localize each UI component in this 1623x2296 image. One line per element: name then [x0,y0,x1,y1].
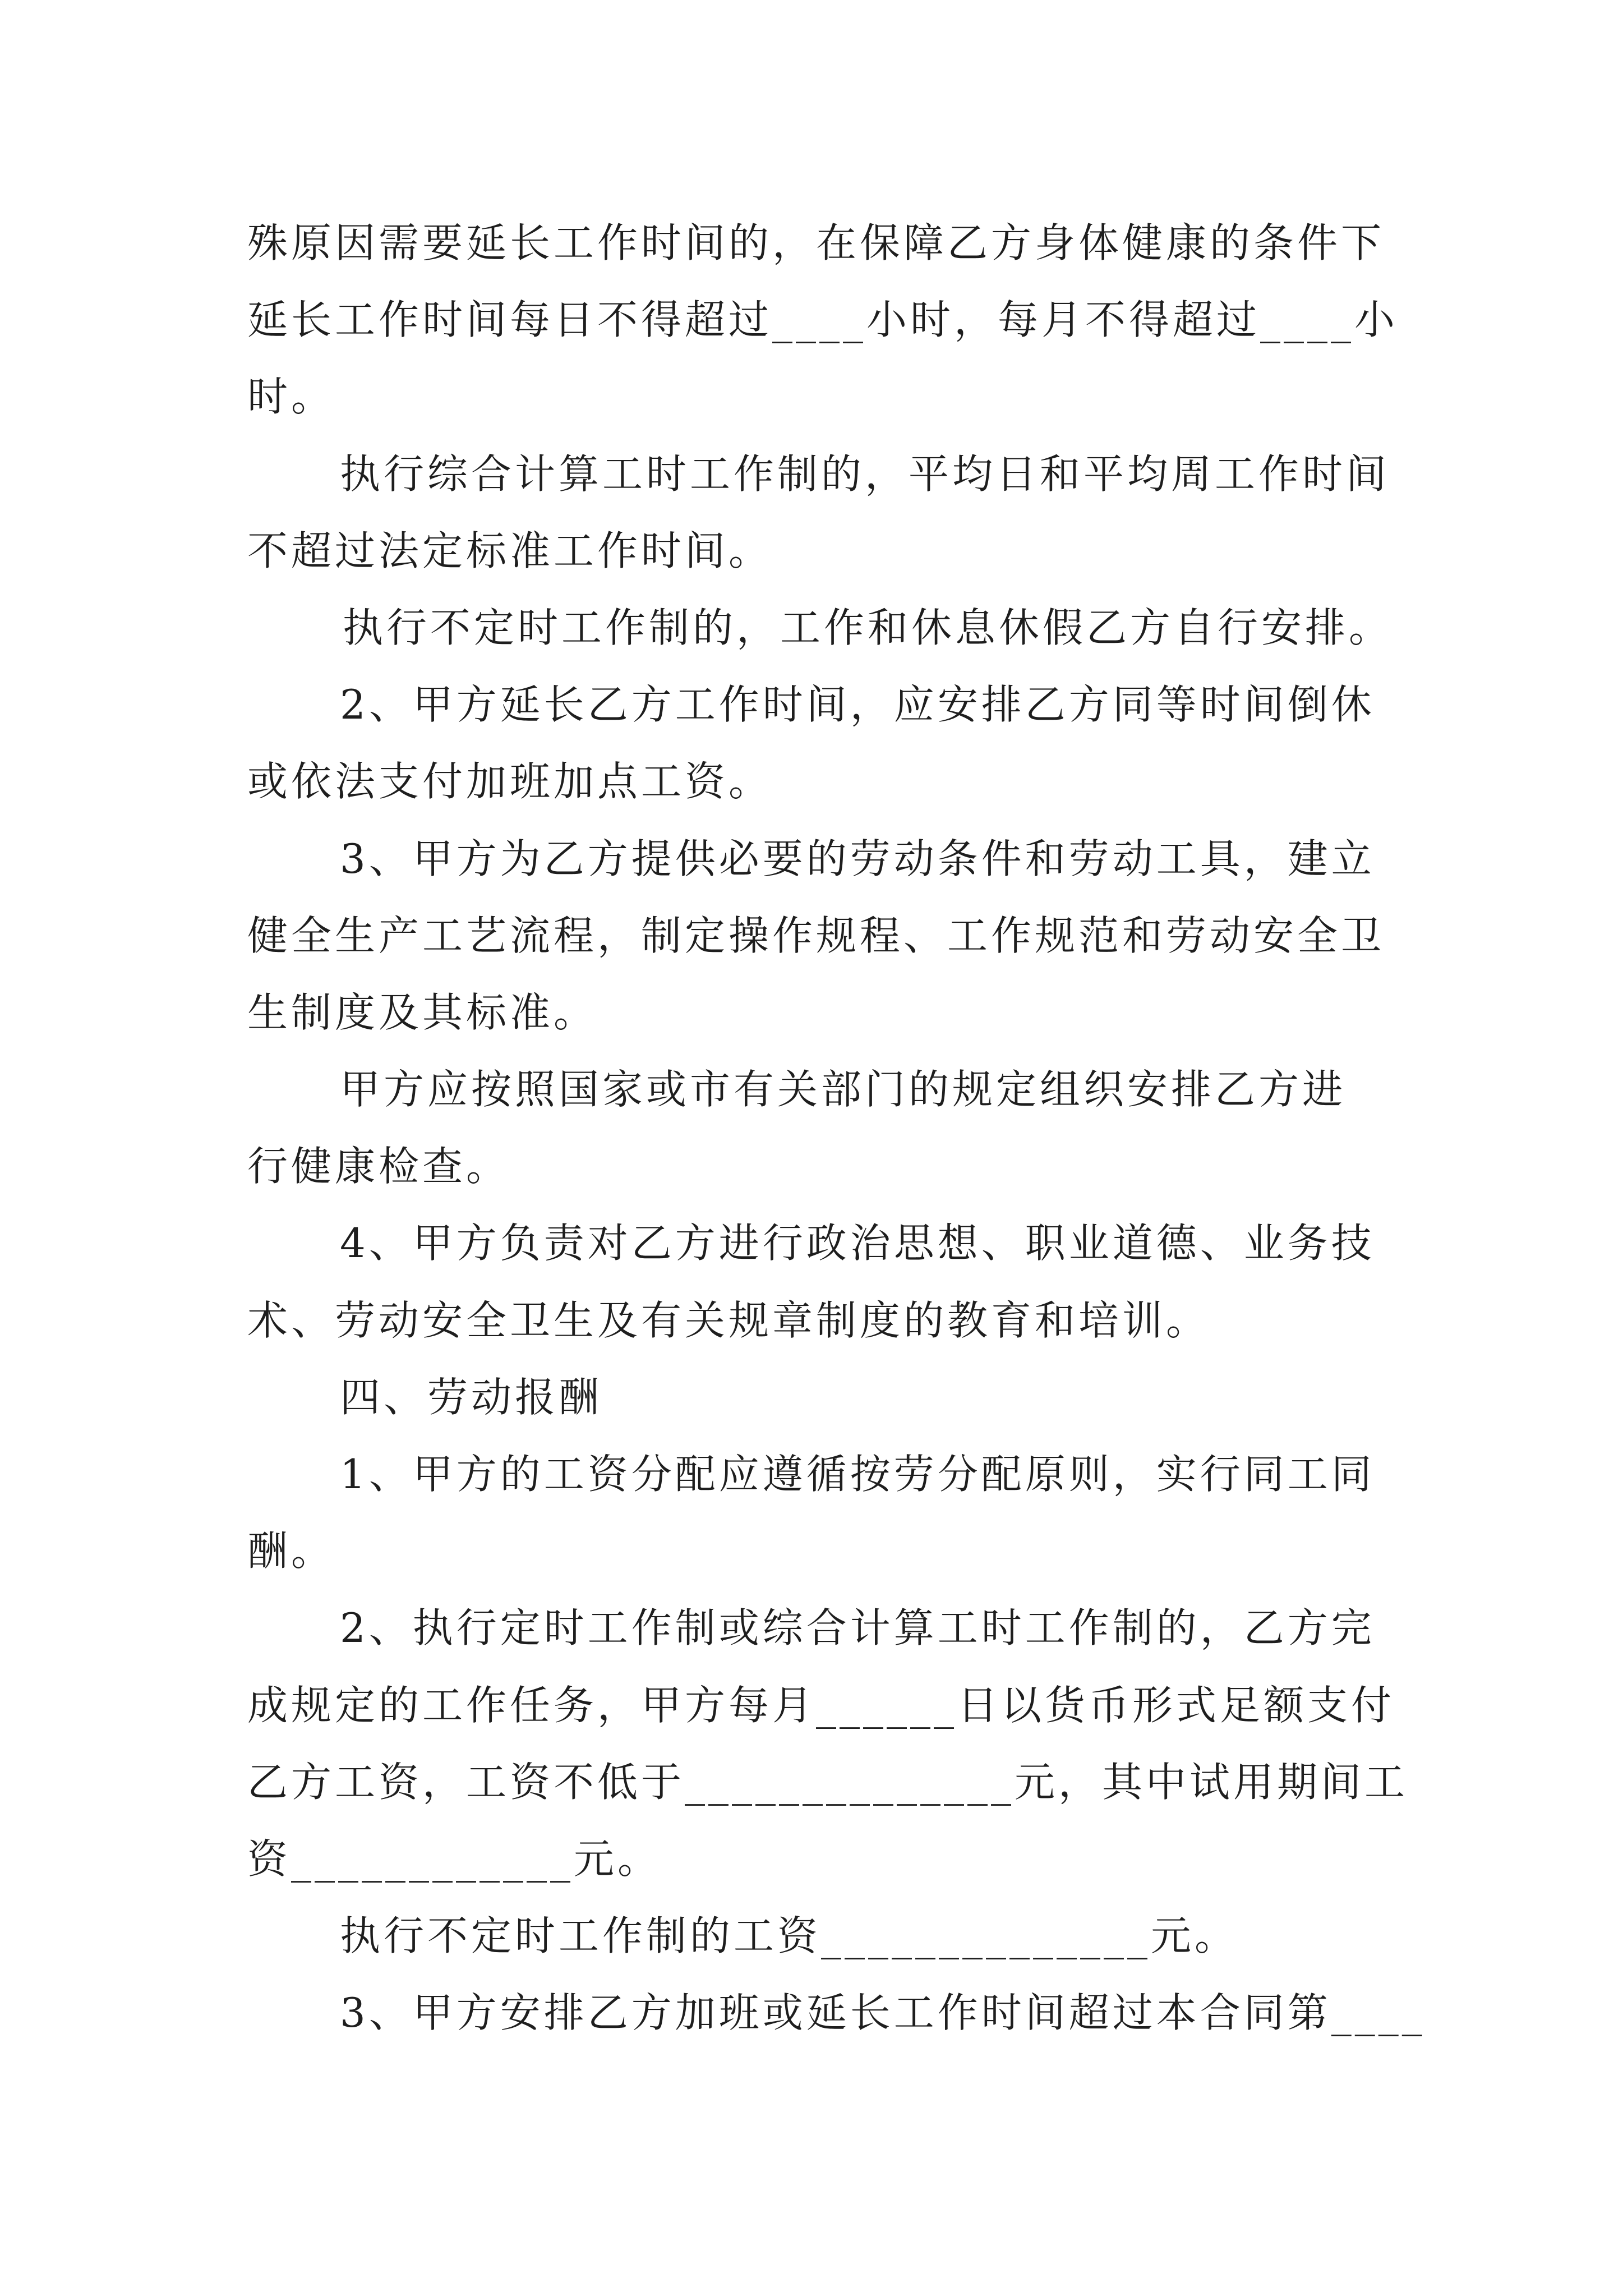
document-page-body [247,205,1453,2052]
paragraph-line: 3、甲方安排乙方加班或延长工作时间超过本合同第____ [340,1989,1426,2037]
paragraph-line: 执行不定时工作制的，工作和休息休假乙方自行安排。 [343,604,1393,651]
paragraph-line: 1、甲方的工资分配应遵循按劳分配原则，实行同工同 [340,1451,1375,1498]
paragraph-line: 酬。 [247,1527,335,1575]
paragraph-line: 健全生产工艺流程，制定操作规程、工作规范和劳动安全卫 [247,912,1385,959]
paragraph-line: 甲方应按照国家或市有关部门的规定组织安排乙方进 [340,1066,1347,1114]
paragraph-line: 乙方工资，工资不低于______________元，其中试用期间工 [247,1758,1409,1806]
paragraph-line: 或依法支付加班加点工资。 [247,758,773,806]
paragraph-line: 时。 [247,373,335,421]
paragraph-line: 执行不定时工作制的工资______________元。 [340,1912,1239,1960]
paragraph-line: 延长工作时间每日不得超过____小时，每月不得超过____小 [247,296,1399,344]
paragraph-line: 成规定的工作任务，甲方每月______日以货币形式足额支付 [247,1681,1395,1729]
paragraph-line: 不超过法定标准工作时间。 [247,527,773,574]
paragraph-line: 行健康检查。 [247,1143,510,1190]
paragraph-line: 执行综合计算工时工作制的，平均日和平均周工作时间 [340,450,1390,498]
paragraph-line: 3、甲方为乙方提供必要的劳动条件和劳动工具，建立 [340,835,1375,882]
paragraph-line: 术、劳动安全卫生及有关规章制度的教育和培训。 [247,1296,1210,1344]
paragraph-line: 生制度及其标准。 [247,988,598,1036]
paragraph-line: 2、甲方延长乙方工作时间，应安排乙方同等时间倒休 [340,681,1375,729]
paragraph-line: 4、甲方负责对乙方进行政治思想、职业道德、业务技 [340,1220,1375,1267]
paragraph-line: 资____________元。 [247,1835,662,1883]
paragraph-line: 殊原因需要延长工作时间的，在保障乙方身体健康的条件下 [247,219,1385,266]
section-heading: 四、劳动报酬 [340,1373,603,1421]
paragraph-line: 2、执行定时工作制或综合计算工时工作制的，乙方完 [340,1604,1375,1652]
